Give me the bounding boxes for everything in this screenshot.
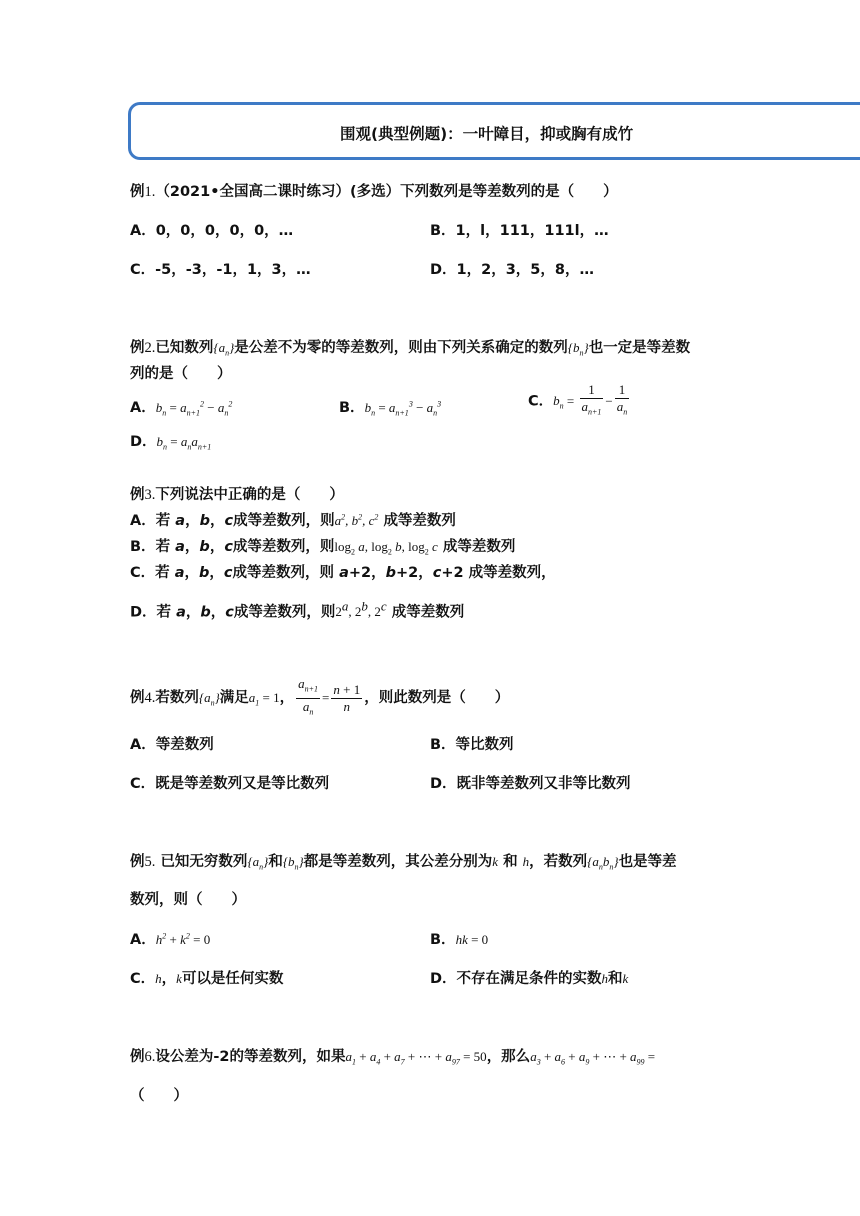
q1-stem: 例1.（2021•全国高二课时练习）(多选）下列数列是等差数列的是（ ） [130,184,618,200]
q3-option-c: C．若 a，b，c成等差数列，则 a+2，b+2，c+2 成等差数列， [130,565,556,581]
q3-option-b: B．若 a，b，c成等差数列，则$\log_2 a$, $\log_2 b$, $\log_2 c$ 成等差数列 [130,539,516,557]
page-title: 围观(典型例题)：一叶障目，抑或胸有成竹 [340,125,634,143]
q2-stem-line2: 列的是（ ） [130,366,232,382]
q2-option-b: B．$b_n = a_{n+1}^3 - a_n^3$ [339,399,442,418]
q3-stem: 例3.下列说法中正确的是（ ） [130,487,344,503]
q4-stem: 例4.若数列$\{a_n\}$满足$a_1 = 1$， $\frac{a_{n+1}}{a_n}$ = $\frac{n + 1}{n}$ ，则此数列是（ ） [130,676,510,717]
q6-stem: 例6.设公差为-2的等差数列，如果$a_1 + a_4 + a_7$ + ⋯ + $a_{97} = 50$，那么$a_3 + a_6 + a_9$ + ⋯ + $a_{99}$ = [130,1049,656,1067]
q5-option-a: A．$h^2 + k^2 = 0$ [130,931,211,948]
q1-option-d: D．1，2，3，5，8，… [430,262,594,278]
q4-option-d: D．既非等差数列又非等比数列 [430,776,631,792]
q5-option-d: D．不存在满足条件的实数h和k [430,971,629,987]
q4-option-b: B．等比数列 [430,737,514,753]
q4-option-a: A．等差数列 [130,737,214,753]
q2-option-c: C．$b_n$ = $\frac{1}{a_{n+1}}$ − $\frac{1}{a_n}$ [528,382,628,417]
q1-option-c: C．-5，-3，-1，1，3，… [130,262,311,278]
q1-option-a: A．0，0，0，0，0，… [130,223,294,239]
q5-option-b: B．hk = 0 [430,932,489,948]
q5-stem: 例5. 已知无穷数列$\{a_n\}$和$\{b_n\}$都是等差数列，其公差分别为k 和 h，若数列$\{a_nb_n\}$也是等差 [130,854,677,872]
q5-stem-line2: 数列，则（ ） [130,892,246,908]
q2-option-d: D．$b_n = a_na_{n+1}$ [130,434,212,452]
q2-option-a: A．$b_n = a_{n+1}^2 - a_n^2$ [130,399,233,418]
q2-stem: 例2.已知数列$\{a_n\}$是公差不为零的等差数列，则由下列关系确定的数列$\{b_n\}$也一定是等差数 [130,340,691,358]
q4-option-c: C．既是等差数列又是等比数列 [130,776,330,792]
q1-option-b: B．1，l，111，111l，… [430,223,609,239]
q3-option-d: D．若 a，b，c成等差数列，则2$^a$, 2$^b$, 2$^c$ 成等差数列 [130,599,465,621]
q5-option-c: C．h，k可以是任何实数 [130,971,284,987]
q6-stem-line2: （ ） [130,1088,188,1104]
q3-option-a: A．若 a，b，c成等差数列，则$a^2$, $b^2$, $c^2$ 成等差数列 [130,512,456,529]
